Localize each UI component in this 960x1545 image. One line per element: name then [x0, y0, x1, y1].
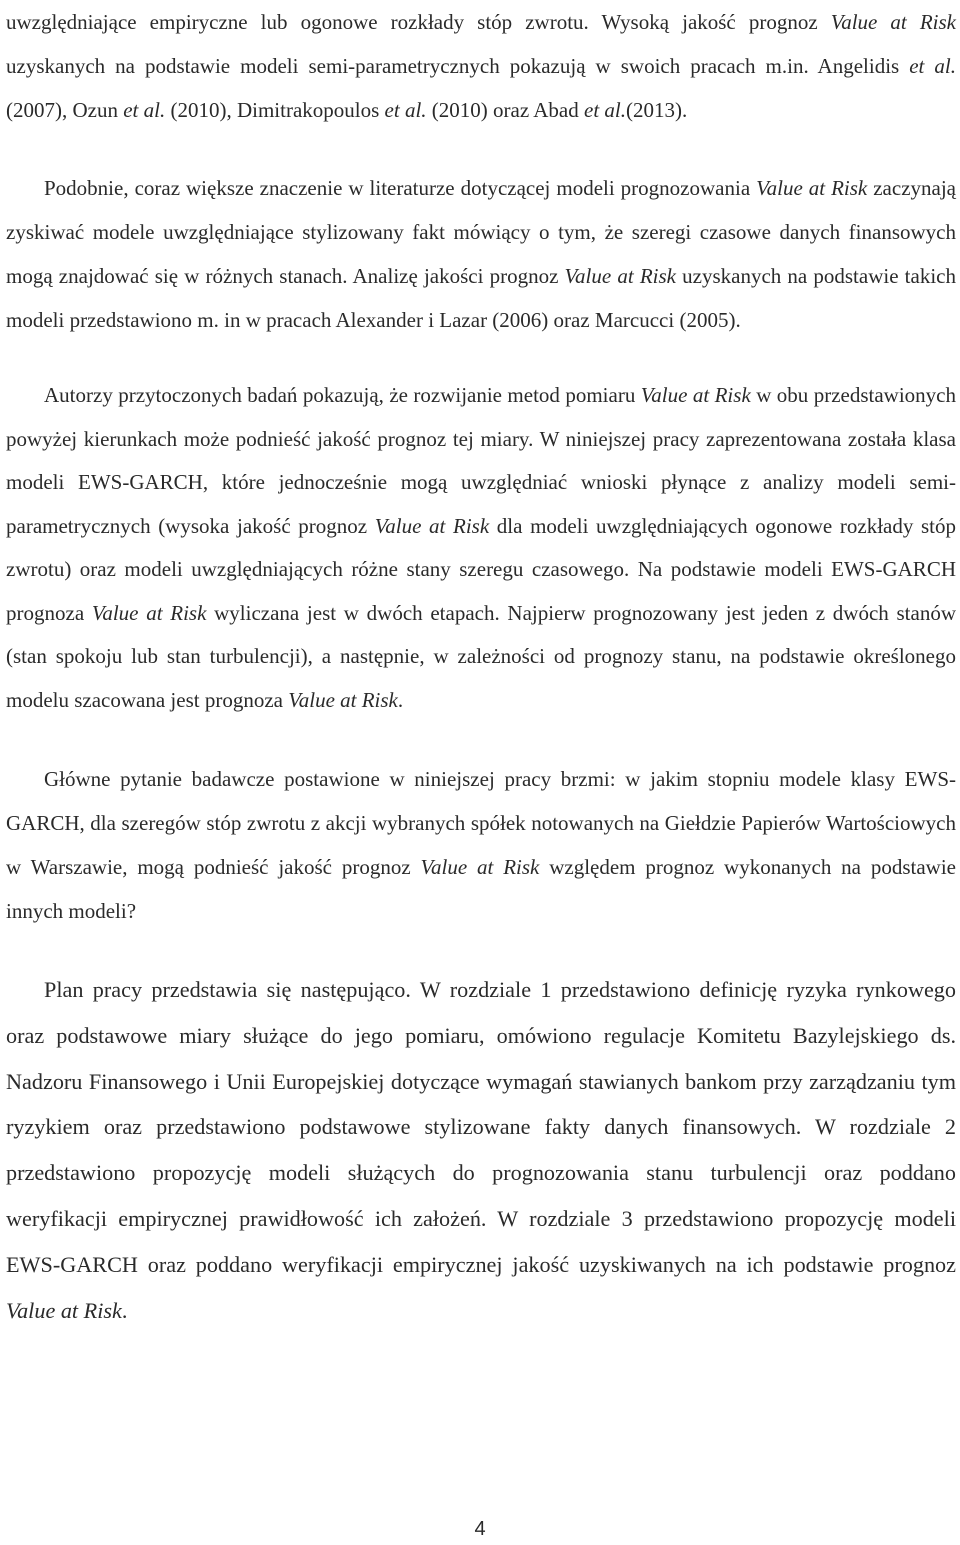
paragraph-ews-garch	[6, 374, 956, 722]
italic-term: et al.	[384, 98, 427, 122]
text-run: Główne pytanie badawcze postawione w niniejszej pracy brzmi: w jakim stopniu modele klasy EWS-GARCH, dla szeregów stóp zwrotu z akcji wybranych spółek notowanych na Giełdzie Papierów Wartościowych w Warszawie, mogą podnieść jakość prognoz	[6, 767, 956, 879]
text-run: (2010) oraz Abad	[426, 98, 584, 122]
page-number: 4	[474, 1518, 486, 1540]
italic-term: Value at Risk	[640, 383, 751, 407]
text-run: wyliczana jest w dwóch etapach. Najpierw prognozowany jest jeden z dwóch stanów (stan spokoju lub stan turbulencji), a następnie, w zależności od prognozy stanu, na podstawie określonego modelu szacowana jest prognoza	[6, 600, 956, 712]
italic-term: Value at Risk	[564, 264, 676, 288]
text-run: zaczynają zyskiwać modele uwzględniające stylizowany fakt mówiący o tym, że szeregi czasowe danych finansowych mogą znajdować się w różnych stanach. Analizę jakości prognoz	[6, 176, 956, 288]
document-page	[6, 0, 956, 1333]
paragraph-continuation	[6, 0, 956, 132]
text-run: dla modeli uwzględniających ogonowe rozkłady stóp zwrotu) oraz modeli uwzględniających różne stany szeregu czasowego. Na podstawie modeli EWS-GARCH prognoza	[6, 513, 956, 625]
text-run: .	[121, 1297, 128, 1323]
italic-term: et al.	[909, 54, 956, 78]
italic-term: Value at Risk	[91, 600, 207, 625]
italic-term: Value at Risk	[288, 687, 398, 712]
paragraph-literature	[6, 166, 956, 342]
italic-term: Value at Risk	[6, 1297, 122, 1323]
text-run: Plan pracy przedstawia się następująco. W rozdziale 1 przedstawiono definicję ryzyka rynkowego oraz podstawowe miary służące do jego pomiaru, omówiono regulacje Komitetu Bazylejskiego ds. Nadzoru Finansowego i Unii Europejskiej dotyczące wymagań stawianych bankom przy zarządzaniu tym ryzykiem oraz przedstawiono podstawowe stylizowane fakty danych finansowych. W rozdziale 2 przedstawiono propozycję modeli służących do prognozowania stanu turbulencji oraz poddano weryfikacji empirycznej prawidłowość ich założeń. W rozdziale 3 przedstawiono propozycję modeli EWS-GARCH oraz poddano weryfikacji empirycznej jakość uzyskiwanych na ich podstawie prognoz	[6, 977, 956, 1277]
italic-term: Value at Risk	[830, 10, 956, 34]
paragraph-plan	[6, 967, 956, 1333]
text-run: (2010), Dimitrakopoulos	[165, 98, 385, 122]
text-run: .	[397, 687, 404, 712]
text-run: uzyskanych na podstawie takich modeli przedstawiono m. in w pracach Alexander i Lazar (2006) oraz Marcucci (2005).	[6, 264, 956, 332]
text-run: (2007), Ozun	[6, 98, 124, 122]
paragraph-research-question	[6, 757, 956, 933]
italic-term: et al.	[123, 98, 166, 122]
italic-term: Value at Risk	[374, 513, 490, 538]
text-run: Podobnie, coraz większe znaczenie w literaturze dotyczącej modeli prognozowania	[44, 176, 757, 200]
italic-term: Value at Risk	[756, 176, 868, 200]
text-run: w obu przedstawionych powyżej kierunkach może podnieść jakość prognoz tej miary. W niniejszej pracy zaprezentowana została klasa modeli EWS-GARCH, które jednocześnie mogą uwzględniać wnioski płynące z analizy modeli semi-parametrycznych (wysoka jakość prognoz	[6, 383, 956, 538]
text-run: uwzględniające empiryczne lub ogonowe rozkłady stóp zwrotu. Wysoką jakość prognoz	[6, 10, 831, 34]
text-run: Autorzy przytoczonych badań pokazują, że rozwijanie metod pomiaru	[44, 383, 641, 407]
italic-term: Value at Risk	[420, 855, 540, 879]
text-run: względem prognoz wykonanych na podstawie innych modeli?	[6, 855, 957, 923]
text-run: uzyskanych na podstawie modeli semi-parametrycznych pokazują w swoich pracach m.in. Angelidis	[6, 54, 910, 78]
italic-term: et al.	[584, 98, 626, 122]
text-run: (2013).	[626, 98, 688, 122]
